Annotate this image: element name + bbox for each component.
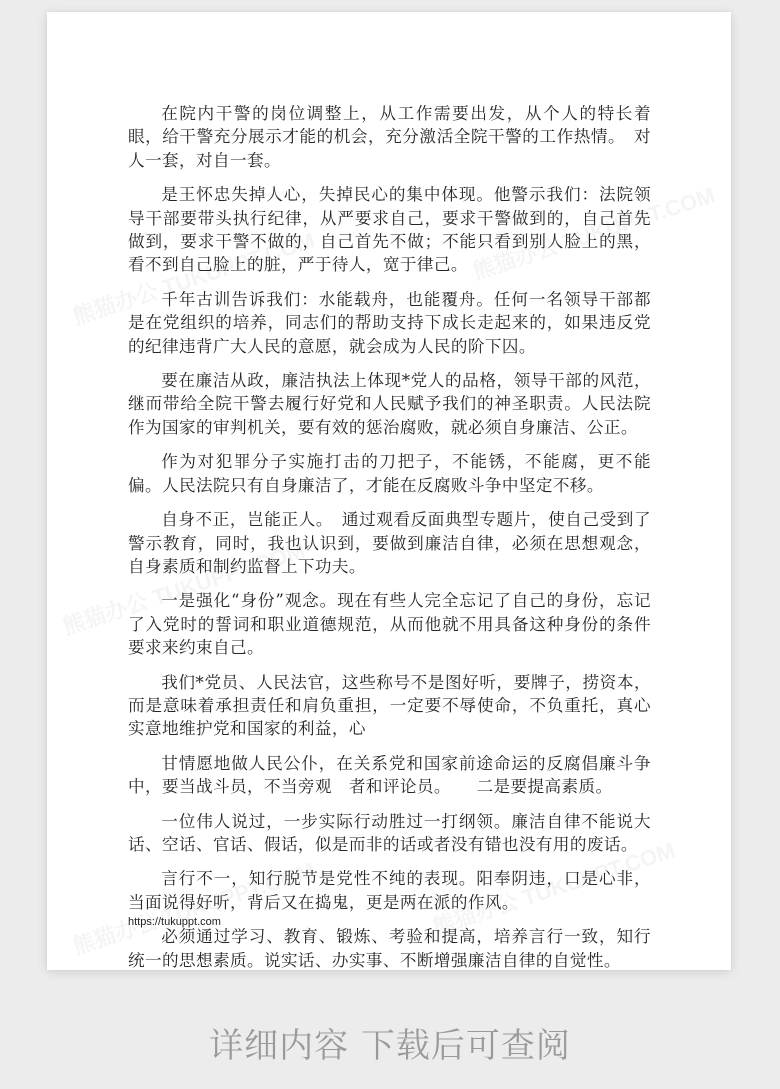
paragraph: 甘情愿地做人民公仆，在关系党和国家前途命运的反腐倡廉斗争中，要当战斗员，不当旁观 者和评论员。 二是要提高素质。 (128, 753, 651, 797)
document-page (47, 12, 731, 970)
source-url: https://tukuppt.com (128, 916, 221, 928)
document-body (128, 102, 651, 970)
paragraph: 一位伟人说过，一步实际行动胜过一打纲领。廉洁自律不能说大话、空话、官话、假话，似是而非的话或者没有错也没有用的废话。 (128, 811, 651, 854)
paragraph: 千年古训告诉我们：水能载舟，也能覆舟。任何一名领导干部都是在党组织的培养，同志们的帮助支持下成长走起来的，如果违反党的纪律违背广大人民的意愿，就会成为人民的阶下囚。 (128, 289, 651, 356)
paragraph: 要在廉洁从政，廉洁执法上体现*党人的品格，领导干部的风范，继而带给全院干警去履行好党和人民赋予我们的神圣职责。人民法院作为国家的审判机关，要有效的惩治腐败，就必须自身廉洁、公正。 (128, 371, 651, 437)
paragraph: 在院内干警的岗位调整上，从工作需要出发，从个人的特长着眼，给干警充分展示才能的机会，充分激活全院干警的工作热情。 对人一套，对自一套。 (128, 104, 651, 170)
paragraph: 是王怀忠失掉人心，失掉民心的集中体现。他警示我们：法院领导干部要带头执行纪律，从严要求自己，要求干警做到的，自己首先做到，要求干警不做的，自己首先不做；不能只看到别人脸上的黑，看不到自己脸上的脏，严于待人，宽于律己。 (128, 185, 651, 275)
paragraph: 我们*党员、人民法官，这些称号不是图好听，要牌子，捞资本，而是意味着承担责任和肩负重担，一定要不辱使命，不负重托，真心实意地维护党和国家的利益，心 (128, 672, 651, 739)
download-hint: 详细内容 下载后可查阅 (209, 1026, 571, 1066)
paragraph: 作为对犯罪分子实施打击的刀把子，不能锈，不能腐，更不能偏。人民法院只有自身廉洁了，才能在反腐败斗争中坚定不移。 (128, 452, 651, 495)
paragraph: 言行不一，知行脱节是党性不纯的表现。阳奉阴违，口是心非，当面说得好听，背后又在捣鬼，更是两在派的作风。 (128, 869, 651, 912)
paragraph: 自身不正，岂能正人。 通过观看反面典型专题片，使自己受到了警示教育，同时，我也认识到，要做到廉洁自律，必须在思想观念，自身素质和制约监督上下功夫。 (128, 510, 651, 576)
paragraph: 一是强化“身份”观念。现在有些人完全忘记了自己的身份，忘记了入党时的誓词和职业道德规范，从而他就不用具备这种身份的条件要求来约束自己。 (128, 591, 651, 658)
paragraph: 必须通过学习、教育、锻炼、考验和提高，培养言行一致，知行统一的思想素质。说实话、办实事、不断增强廉洁自律的自觉性。 (128, 927, 651, 970)
